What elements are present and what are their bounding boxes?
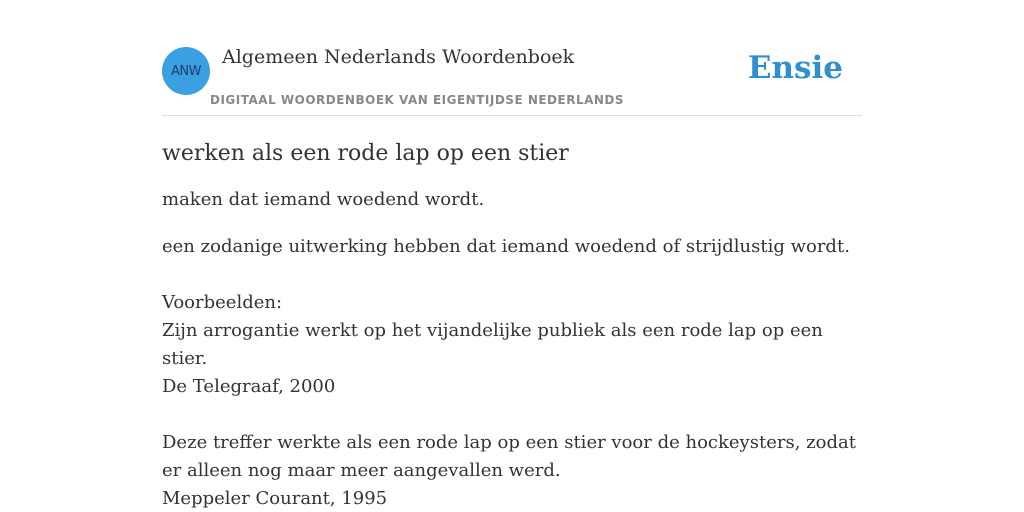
definition-2: een zodanige uitwerking hebben dat iemand woedend of strijdlustig wordt. <box>162 236 850 257</box>
ensie-brand-logo[interactable]: Ensie <box>747 50 843 86</box>
example-source: Meppeler Courant, 1995 <box>162 488 388 509</box>
definition-1: maken dat iemand woedend wordt. <box>162 189 485 210</box>
site-subtitle: DIGITAAL WOORDENBOEK VAN EIGENTIJDSE NEDERLANDS <box>210 93 625 107</box>
example-item <box>162 317 862 401</box>
example-text: Zijn arrogantie werkt op het vijandelijke publiek als een rode lap op een stier. <box>162 320 823 369</box>
example-source: De Telegraaf, 2000 <box>162 376 336 397</box>
entry-content <box>162 138 862 512</box>
example-text: Deze treffer werkte als een rode lap op een stier voor de hockeysters, zodat er alleen nog maar meer aangevallen werd. <box>162 432 856 481</box>
anw-logo-text: ANW <box>171 63 201 79</box>
header-divider <box>162 115 862 116</box>
site-title[interactable]: Algemeen Nederlands Woordenboek <box>222 46 575 68</box>
anw-logo[interactable] <box>162 47 210 95</box>
examples-label: Voorbeelden: <box>162 292 283 313</box>
entry-term: werken als een rode lap op een stier <box>162 141 569 166</box>
example-item <box>162 429 862 512</box>
examples-section <box>162 289 862 512</box>
